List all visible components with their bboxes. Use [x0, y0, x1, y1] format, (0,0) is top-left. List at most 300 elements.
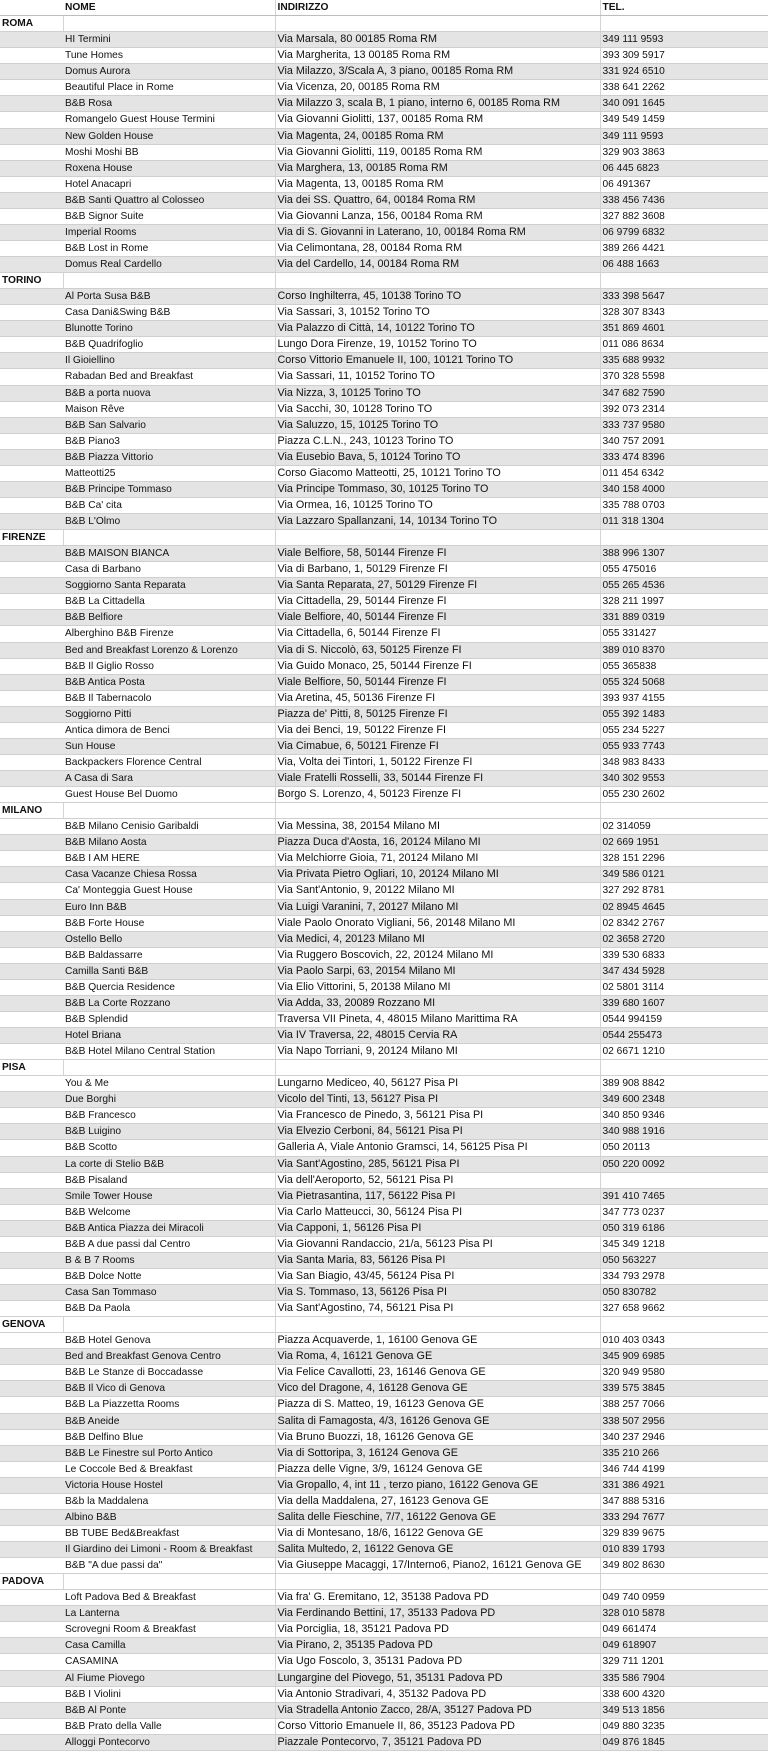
cell-tel: 02 5801 3114 [600, 979, 768, 995]
table-row [0, 144, 768, 160]
cell-indirizzo: Via Luigi Varanini, 7, 20127 Milano MI [275, 899, 600, 915]
cell-tel: 338 456 7436 [600, 192, 768, 208]
table-row [0, 642, 768, 658]
cell-tel: 370 328 5598 [600, 369, 768, 385]
cell-tel: 348 983 8433 [600, 754, 768, 770]
cell-tel: 351 869 4601 [600, 321, 768, 337]
cell-nome: B&B Santi Quattro al Colosseo [63, 192, 275, 208]
city-header-spacer [600, 803, 768, 819]
cell-indirizzo: Via Elio Vittorini, 5, 20138 Milano MI [275, 979, 600, 995]
cell-tel: 055 933 7743 [600, 738, 768, 754]
city-name: GENOVA [0, 1317, 63, 1333]
cell-indirizzo: Via dei Benci, 19, 50122 Firenze FI [275, 722, 600, 738]
table-row [0, 1285, 768, 1301]
cell-indirizzo: Via Sant'Antonio, 9, 20122 Milano MI [275, 883, 600, 899]
table-row [0, 674, 768, 690]
row-spacer [0, 1606, 63, 1622]
cell-indirizzo: Via Santa Reparata, 27, 50129 Firenze FI [275, 578, 600, 594]
table-row [0, 32, 768, 48]
table-row [0, 1011, 768, 1027]
table-row [0, 1076, 768, 1092]
cell-indirizzo: Via dell'Aeroporto, 52, 56121 Pisa PI [275, 1172, 600, 1188]
row-spacer [0, 1011, 63, 1027]
cell-tel: 049 740 0959 [600, 1590, 768, 1606]
cell-nome: Maison Rêve [63, 401, 275, 417]
row-spacer [0, 562, 63, 578]
cell-tel: 050 563227 [600, 1252, 768, 1268]
table-row [0, 787, 768, 803]
table-row [0, 706, 768, 722]
cell-indirizzo: Via Napo Torriani, 9, 20124 Milano MI [275, 1044, 600, 1060]
table-row [0, 1606, 768, 1622]
row-spacer [0, 96, 63, 112]
cell-indirizzo: Via Magenta, 13, 00185 Roma RM [275, 176, 600, 192]
cell-indirizzo: Via, Volta dei Tintori, 1, 50122 Firenze FI [275, 754, 600, 770]
cell-indirizzo: Via S. Tommaso, 13, 56126 Pisa PI [275, 1285, 600, 1301]
table-row [0, 465, 768, 481]
cell-indirizzo: Piazza Duca d'Aosta, 16, 20124 Milano MI [275, 835, 600, 851]
row-spacer [0, 465, 63, 481]
city-name: ROMA [0, 16, 63, 32]
cell-nome: B&B Francesco [63, 1108, 275, 1124]
table-row [0, 931, 768, 947]
city-header-spacer [63, 273, 275, 289]
cell-tel: 349 600 2348 [600, 1092, 768, 1108]
cell-nome: B&B Antica Piazza dei Miracoli [63, 1220, 275, 1236]
cell-nome: Alloggi Pontecorvo [63, 1734, 275, 1750]
cell-nome: Casa Dani&Swing B&B [63, 305, 275, 321]
table-row [0, 1654, 768, 1670]
cell-tel: 349 802 8630 [600, 1558, 768, 1574]
table-row [0, 321, 768, 337]
cell-nome: Bed and Breakfast Genova Centro [63, 1349, 275, 1365]
cell-tel: 055 230 2602 [600, 787, 768, 803]
cell-nome: Moshi Moshi BB [63, 144, 275, 160]
table-row [0, 305, 768, 321]
cell-nome: B&B Scotto [63, 1140, 275, 1156]
cell-tel: 340 158 4000 [600, 481, 768, 497]
table-row [0, 1622, 768, 1638]
cell-tel: 328 010 5878 [600, 1606, 768, 1622]
cell-tel: 02 6671 1210 [600, 1044, 768, 1060]
cell-tel: 349 549 1459 [600, 112, 768, 128]
cell-nome: Domus Aurora [63, 64, 275, 80]
cell-indirizzo: Via Cittadella, 6, 50144 Firenze FI [275, 626, 600, 642]
table-row [0, 433, 768, 449]
city-header-row [0, 273, 768, 289]
table-row [0, 417, 768, 433]
cell-nome: Roxena House [63, 160, 275, 176]
cell-indirizzo: Via Magenta, 24, 00185 Roma RM [275, 128, 600, 144]
cell-indirizzo: Via Milazzo, 3/Scala A, 3 piano, 00185 Roma RM [275, 64, 600, 80]
cell-indirizzo: Via Marsala, 80 00185 Roma RM [275, 32, 600, 48]
cell-nome: Camilla Santi B&B [63, 963, 275, 979]
city-header-spacer [600, 530, 768, 546]
city-header-spacer [63, 803, 275, 819]
header-row [0, 0, 768, 16]
cell-tel: 049 876 1845 [600, 1734, 768, 1750]
cell-indirizzo: Via Guido Monaco, 25, 50144 Firenze FI [275, 658, 600, 674]
table-row [0, 1702, 768, 1718]
row-spacer [0, 321, 63, 337]
cell-tel: 0544 255473 [600, 1028, 768, 1044]
cell-indirizzo: Via Porciglia, 18, 35121 Padova PD [275, 1622, 600, 1638]
row-spacer [0, 1622, 63, 1638]
table-row [0, 1252, 768, 1268]
table-row [0, 771, 768, 787]
cell-tel: 339 530 6833 [600, 947, 768, 963]
cell-nome: Ostello Bello [63, 931, 275, 947]
cell-tel: 055 265 4536 [600, 578, 768, 594]
cell-nome: Casa di Barbano [63, 562, 275, 578]
cell-indirizzo: Via Pietrasantina, 117, 56122 Pisa PI [275, 1188, 600, 1204]
cell-indirizzo: Via di Barbano, 1, 50129 Firenze FI [275, 562, 600, 578]
cell-tel: 011 454 6342 [600, 465, 768, 481]
cell-indirizzo: Piazza Acquaverde, 1, 16100 Genova GE [275, 1333, 600, 1349]
cell-nome: B&B Milano Aosta [63, 835, 275, 851]
cell-indirizzo: Via Medici, 4, 20123 Milano MI [275, 931, 600, 947]
table-row [0, 1509, 768, 1525]
city-header-spacer [275, 1574, 600, 1590]
row-spacer [0, 401, 63, 417]
cell-indirizzo: Via Ruggero Boscovich, 22, 20124 Milano MI [275, 947, 600, 963]
cell-nome: CASAMINA [63, 1654, 275, 1670]
cell-nome: B&B San Salvario [63, 417, 275, 433]
city-header-row [0, 16, 768, 32]
cell-nome: Casa Camilla [63, 1638, 275, 1654]
row-spacer [0, 1670, 63, 1686]
row-spacer [0, 690, 63, 706]
table-row [0, 899, 768, 915]
cell-tel: 349 111 9593 [600, 32, 768, 48]
row-spacer [0, 48, 63, 64]
row-spacer [0, 963, 63, 979]
row-spacer [0, 385, 63, 401]
row-spacer [0, 1285, 63, 1301]
cell-indirizzo: Via Felice Cavallotti, 23, 16146 Genova GE [275, 1365, 600, 1381]
city-name: TORINO [0, 273, 63, 289]
cell-tel: 055 475016 [600, 562, 768, 578]
cell-tel: 328 151 2296 [600, 851, 768, 867]
row-spacer [0, 417, 63, 433]
cell-nome: B&B Il Tabernacolo [63, 690, 275, 706]
table-row [0, 80, 768, 96]
cell-nome: B&B Signor Suite [63, 208, 275, 224]
table-row [0, 1461, 768, 1477]
row-spacer [0, 369, 63, 385]
row-spacer [0, 915, 63, 931]
table-row [0, 1365, 768, 1381]
cell-nome: Le Coccole Bed & Breakfast [63, 1461, 275, 1477]
cell-indirizzo: Via Melchiorre Gioia, 71, 20124 Milano MI [275, 851, 600, 867]
table-row [0, 1558, 768, 1574]
header-indirizzo: INDIRIZZO [275, 0, 600, 16]
cell-tel: 391 410 7465 [600, 1188, 768, 1204]
city-header-row [0, 530, 768, 546]
cell-nome: Euro Inn B&B [63, 899, 275, 915]
row-spacer [0, 240, 63, 256]
table-row [0, 578, 768, 594]
row-spacer [0, 706, 63, 722]
cell-tel: 349 111 9593 [600, 128, 768, 144]
cell-indirizzo: Via Cimabue, 6, 50121 Firenze FI [275, 738, 600, 754]
cell-indirizzo: Via Milazzo 3, scala B, 1 piano, interno 6, 00185 Roma RM [275, 96, 600, 112]
cell-nome: Loft Padova Bed & Breakfast [63, 1590, 275, 1606]
table-row [0, 722, 768, 738]
cell-tel: 389 010 8370 [600, 642, 768, 658]
row-spacer [0, 883, 63, 899]
row-spacer [0, 1445, 63, 1461]
row-spacer [0, 1140, 63, 1156]
row-spacer [0, 979, 63, 995]
row-spacer [0, 1172, 63, 1188]
cell-tel: 347 888 5316 [600, 1493, 768, 1509]
cell-nome: B&B Prato della Valle [63, 1718, 275, 1734]
cell-nome: Imperial Rooms [63, 224, 275, 240]
cell-tel: 338 641 2262 [600, 80, 768, 96]
cell-nome: B&B Rosa [63, 96, 275, 112]
cell-tel: 333 737 9580 [600, 417, 768, 433]
row-spacer [0, 1397, 63, 1413]
cell-indirizzo: Viale Belfiore, 58, 50144 Firenze FI [275, 546, 600, 562]
table-row [0, 192, 768, 208]
cell-indirizzo: Via Giovanni Lanza, 156, 00184 Roma RM [275, 208, 600, 224]
table-row [0, 610, 768, 626]
cell-tel: 388 257 7066 [600, 1397, 768, 1413]
row-spacer [0, 658, 63, 674]
city-header-spacer [600, 16, 768, 32]
cell-nome: Soggiorno Santa Reparata [63, 578, 275, 594]
table-row [0, 1397, 768, 1413]
row-spacer [0, 1188, 63, 1204]
cell-indirizzo: Via Lazzaro Spallanzani, 14, 10134 Torino TO [275, 514, 600, 530]
table-row [0, 1028, 768, 1044]
table-row [0, 979, 768, 995]
row-spacer [0, 546, 63, 562]
header-tel: TEL. [600, 0, 768, 16]
row-spacer [0, 1301, 63, 1317]
cell-tel: 06 488 1663 [600, 257, 768, 273]
cell-nome: B&B I AM HERE [63, 851, 275, 867]
city-header-row [0, 803, 768, 819]
cell-indirizzo: Piazza de' Pitti, 8, 50125 Firenze FI [275, 706, 600, 722]
cell-indirizzo: Via Antonio Stradivari, 4, 35132 Padova PD [275, 1686, 600, 1702]
row-spacer [0, 1702, 63, 1718]
city-header-spacer [275, 803, 600, 819]
cell-tel: 331 889 0319 [600, 610, 768, 626]
cell-tel: 340 988 1916 [600, 1124, 768, 1140]
cell-tel: 333 294 7677 [600, 1509, 768, 1525]
table-row [0, 626, 768, 642]
table-row [0, 337, 768, 353]
table-row [0, 819, 768, 835]
row-spacer [0, 851, 63, 867]
cell-indirizzo: Via Sant'Agostino, 285, 56121 Pisa PI [275, 1156, 600, 1172]
table-row [0, 1445, 768, 1461]
table-row [0, 1413, 768, 1429]
row-spacer [0, 1429, 63, 1445]
cell-tel: 0544 994159 [600, 1011, 768, 1027]
cell-indirizzo: Salita Multedo, 2, 16122 Genova GE [275, 1542, 600, 1558]
cell-nome: B&B Ca' cita [63, 497, 275, 513]
cell-nome: B&B Piazza Vittorio [63, 449, 275, 465]
table-row [0, 353, 768, 369]
cell-tel: 010 839 1793 [600, 1542, 768, 1558]
row-spacer [0, 1381, 63, 1397]
row-spacer [0, 224, 63, 240]
cell-tel: 393 937 4155 [600, 690, 768, 706]
cell-nome: Domus Real Cardello [63, 257, 275, 273]
cell-tel: 327 658 9662 [600, 1301, 768, 1317]
row-spacer [0, 80, 63, 96]
cell-nome: B&B MAISON BIANCA [63, 546, 275, 562]
table-row [0, 1268, 768, 1284]
cell-indirizzo: Via Capponi, 1, 56126 Pisa PI [275, 1220, 600, 1236]
cell-nome: B&B Da Paola [63, 1301, 275, 1317]
cell-indirizzo: Via Eusebio Bava, 5, 10124 Torino TO [275, 449, 600, 465]
table-row [0, 160, 768, 176]
cell-nome: Victoria House Hostel [63, 1477, 275, 1493]
cell-tel: 335 688 9932 [600, 353, 768, 369]
header-nome: NOME [63, 0, 275, 16]
city-header-row [0, 1317, 768, 1333]
cell-tel: 011 318 1304 [600, 514, 768, 530]
cell-nome: Rabadan Bed and Breakfast [63, 369, 275, 385]
cell-tel: 349 586 0121 [600, 867, 768, 883]
table-row [0, 240, 768, 256]
row-spacer [0, 1590, 63, 1606]
cell-nome: Antica dimora de Benci [63, 722, 275, 738]
cell-tel: 389 908 8842 [600, 1076, 768, 1092]
cell-nome: Al Fiume Piovego [63, 1670, 275, 1686]
cell-tel: 06 445 6823 [600, 160, 768, 176]
row-spacer [0, 1124, 63, 1140]
cell-nome: HI Termini [63, 32, 275, 48]
cell-nome: Il Giardino dei Limoni - Room & Breakfast [63, 1542, 275, 1558]
table-row [0, 1590, 768, 1606]
cell-tel: 333 398 5647 [600, 289, 768, 305]
cell-tel [600, 1172, 768, 1188]
cell-indirizzo: Via Sant'Agostino, 74, 56121 Pisa PI [275, 1301, 600, 1317]
cell-nome: B & B 7 Rooms [63, 1252, 275, 1268]
cell-nome: New Golden House [63, 128, 275, 144]
table-row [0, 947, 768, 963]
cell-tel: 340 091 1645 [600, 96, 768, 112]
row-spacer [0, 208, 63, 224]
cell-indirizzo: Via Ugo Foscolo, 3, 35131 Padova PD [275, 1654, 600, 1670]
table-row [0, 1172, 768, 1188]
city-header-spacer [275, 1317, 600, 1333]
cell-tel: 388 996 1307 [600, 546, 768, 562]
cell-nome: Casa San Tommaso [63, 1285, 275, 1301]
city-header-spacer [63, 530, 275, 546]
cell-tel: 335 210 266 [600, 1445, 768, 1461]
table-row [0, 497, 768, 513]
row-spacer [0, 835, 63, 851]
cell-tel: 02 3658 2720 [600, 931, 768, 947]
row-spacer [0, 1028, 63, 1044]
table-row [0, 96, 768, 112]
table-row [0, 1301, 768, 1317]
city-header-spacer [63, 1317, 275, 1333]
row-spacer [0, 514, 63, 530]
table-row [0, 1477, 768, 1493]
cell-indirizzo: Via Cittadella, 29, 50144 Firenze FI [275, 594, 600, 610]
cell-nome: B&B A due passi dal Centro [63, 1236, 275, 1252]
cell-tel: 055 365838 [600, 658, 768, 674]
table-row [0, 915, 768, 931]
cell-nome: Hotel Briana [63, 1028, 275, 1044]
cell-nome: Casa Vacanze Chiesa Rossa [63, 867, 275, 883]
cell-nome: B&B Il Vico di Genova [63, 1381, 275, 1397]
cell-tel: 347 682 7590 [600, 385, 768, 401]
cell-nome: Scrovegni Room & Breakfast [63, 1622, 275, 1638]
table-row [0, 1124, 768, 1140]
cell-nome: B&B Hotel Milano Central Station [63, 1044, 275, 1060]
cell-nome: Backpackers Florence Central [63, 754, 275, 770]
cell-indirizzo: Via Pirano, 2, 35135 Padova PD [275, 1638, 600, 1654]
cell-indirizzo: Via Principe Tommaso, 30, 10125 Torino TO [275, 481, 600, 497]
cell-indirizzo: Salita di Famagosta, 4/3, 16126 Genova GE [275, 1413, 600, 1429]
cell-tel: 02 669 1951 [600, 835, 768, 851]
row-spacer [0, 1333, 63, 1349]
cell-tel: 339 575 3845 [600, 1381, 768, 1397]
cell-nome: B&B "A due passi da" [63, 1558, 275, 1574]
cell-tel: 389 266 4421 [600, 240, 768, 256]
cell-indirizzo: Via di Montesano, 18/6, 16122 Genova GE [275, 1525, 600, 1541]
cell-tel: 320 949 9580 [600, 1365, 768, 1381]
cell-nome: B&B Belfiore [63, 610, 275, 626]
header-blank [0, 0, 63, 16]
cell-indirizzo: Piazza C.L.N., 243, 10123 Torino TO [275, 433, 600, 449]
table-row [0, 1092, 768, 1108]
city-header-spacer [63, 1574, 275, 1590]
cell-indirizzo: Via Bruno Buozzi, 18, 16126 Genova GE [275, 1429, 600, 1445]
cell-nome: B&B Le Finestre sul Porto Antico [63, 1445, 275, 1461]
table-row [0, 1236, 768, 1252]
cell-indirizzo: Via Ferdinando Bettini, 17, 35133 Padova PD [275, 1606, 600, 1622]
cell-nome: La Lanterna [63, 1606, 275, 1622]
table-row [0, 1381, 768, 1397]
table-row [0, 112, 768, 128]
cell-nome: You & Me [63, 1076, 275, 1092]
cell-nome: Hotel Anacapri [63, 176, 275, 192]
cell-tel: 347 434 5928 [600, 963, 768, 979]
cell-tel: 050 319 6186 [600, 1220, 768, 1236]
cell-indirizzo: Via San Biagio, 43/45, 56124 Pisa PI [275, 1268, 600, 1284]
row-spacer [0, 1734, 63, 1750]
city-header-spacer [275, 273, 600, 289]
cell-indirizzo: Via Messina, 38, 20154 Milano MI [275, 819, 600, 835]
row-spacer [0, 1108, 63, 1124]
city-header-spacer [275, 1060, 600, 1076]
cell-tel: 055 324 5068 [600, 674, 768, 690]
cell-indirizzo: Borgo S. Lorenzo, 4, 50123 Firenze FI [275, 787, 600, 803]
cell-nome: La corte di Stelio B&B [63, 1156, 275, 1172]
table-row [0, 1493, 768, 1509]
cell-nome: B&B La Piazzetta Rooms [63, 1397, 275, 1413]
table-row [0, 224, 768, 240]
table-row [0, 690, 768, 706]
row-spacer [0, 1413, 63, 1429]
cell-nome: Sun House [63, 738, 275, 754]
cell-tel: 329 903 3863 [600, 144, 768, 160]
cell-tel: 328 211 1997 [600, 594, 768, 610]
cell-indirizzo: Via Santa Maria, 83, 56126 Pisa PI [275, 1252, 600, 1268]
cell-indirizzo: Via Giovanni Giolitti, 137, 00185 Roma RM [275, 112, 600, 128]
cell-indirizzo: Piazza di S. Matteo, 19, 16123 Genova GE [275, 1397, 600, 1413]
table-body [0, 16, 768, 1751]
